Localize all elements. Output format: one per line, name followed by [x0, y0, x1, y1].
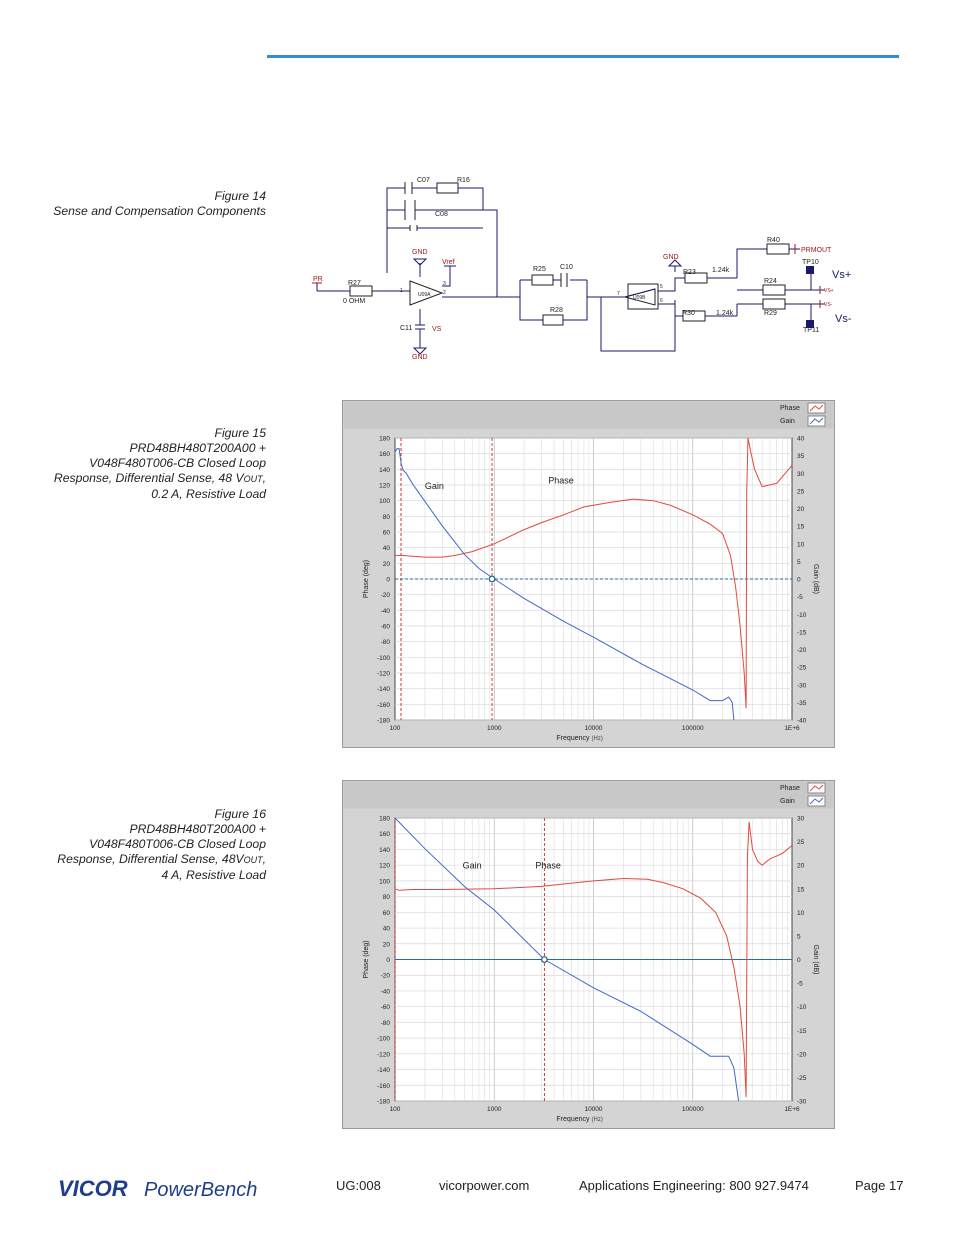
label-pin1: 1 — [400, 288, 403, 294]
y-left-tick-label: -120 — [376, 670, 390, 678]
legend-label-gain: Gain — [780, 418, 795, 425]
y-right-tick-label: -10 — [797, 1004, 807, 1012]
y-right-tick-label: 20 — [797, 862, 805, 870]
label-pin3: 3 — [443, 281, 446, 287]
figure15-label: Figure 15 — [214, 426, 266, 440]
x-axis-unit: (Hz) — [591, 736, 603, 742]
y-right-tick-label: 30 — [797, 815, 805, 823]
legend-label-phase: Phase — [780, 785, 800, 792]
label-r23-value: 1.24k — [712, 267, 730, 274]
label-r29: R29 — [764, 310, 777, 317]
y-right-tick-label: 10 — [797, 909, 805, 917]
y-left-tick-label: 160 — [379, 831, 390, 839]
label-u09b: U09B — [633, 295, 646, 301]
y-right-tick-label: 0 — [797, 576, 801, 584]
y-left-tick-label: 100 — [379, 498, 390, 506]
label-r40: R40 — [767, 237, 780, 244]
footer-doc-id: UG:008 — [336, 1178, 381, 1193]
y-right-tick-label: 5 — [797, 933, 801, 941]
y-left-tick-label: -140 — [376, 1067, 390, 1075]
y-right-tick-label: -30 — [797, 1098, 807, 1106]
y-left-tick-label: -80 — [380, 639, 390, 647]
y-left-tick-label: 60 — [382, 529, 390, 537]
y-left-tick-label: 180 — [379, 435, 390, 443]
y-right-tick-label: -20 — [797, 647, 807, 654]
legend-label-phase: Phase — [780, 405, 800, 412]
label-c10: C10 — [560, 264, 573, 271]
footer-applications: Applications Engineering: 800 927.9474 — [579, 1178, 809, 1193]
figure15-line3-suffix: , — [262, 471, 266, 485]
legend-swatch-box — [808, 796, 825, 806]
y-left-tick-label: 100 — [379, 878, 390, 886]
y-right-tick-label: 40 — [797, 435, 805, 443]
label-gnd-top: GND — [412, 249, 428, 256]
label-c07: C07 — [417, 177, 430, 184]
logo-script: PowerBench — [144, 1179, 258, 1201]
annotation-phase: Phase — [548, 475, 574, 486]
y-right-tick-label: -15 — [797, 629, 807, 637]
figure14-caption — [40, 189, 266, 219]
logo-word: VICOR — [58, 1176, 128, 1201]
y-left-tick-label: -100 — [376, 654, 390, 662]
label-vs: VS — [432, 326, 442, 333]
label-r30: R30 — [682, 310, 695, 317]
y-right-tick-label: -40 — [797, 717, 807, 725]
y-right-tick-label: 25 — [797, 839, 805, 847]
label-r27: R27 — [348, 280, 361, 287]
figure14-label: Figure 14 — [214, 189, 266, 203]
annotation-gain: Gain — [424, 480, 444, 491]
x-tick-label: 100000 — [681, 1106, 704, 1113]
y-left-tick-label: 20 — [382, 560, 390, 568]
annotation-gain: Gain — [462, 860, 482, 871]
x-tick-label: 1000 — [487, 725, 502, 732]
y-left-tick-label: 20 — [382, 941, 390, 949]
figure16-line4: 4 A, Resistive Load — [161, 868, 266, 882]
crossover-marker — [489, 576, 495, 582]
y-right-axis-label: Gain (dB) — [812, 944, 819, 975]
header-rule — [267, 55, 899, 58]
label-tp10: TP10 — [802, 259, 819, 266]
y-left-tick-label: 120 — [379, 482, 390, 490]
y-right-tick-label: -5 — [797, 980, 803, 988]
label-c11: C11 — [400, 325, 413, 332]
figure15-plot — [342, 400, 835, 748]
figure15-line2: V048F480T006-CB Closed Loop — [89, 456, 266, 470]
figure15-caption — [40, 426, 266, 502]
label-vs-minus: Vs- — [835, 313, 852, 325]
y-right-tick-label: 25 — [797, 488, 805, 496]
figure14-title: Sense and Compensation Components — [53, 204, 266, 218]
figure16-line1: PRD48BH480T200A00 + — [129, 822, 266, 836]
x-axis-label: Frequency — [556, 735, 590, 742]
y-right-axis-label: Gain (dB) — [812, 564, 819, 594]
figure15-line3-text: Response, Differential Sense, 48 V — [53, 471, 244, 485]
tp10-marker — [806, 266, 814, 274]
legend-swatch-box — [808, 403, 825, 413]
label-pr: PR — [313, 276, 323, 283]
label-r24: R24 — [764, 278, 777, 285]
y-left-tick-label: 120 — [379, 862, 390, 870]
chart-titlebar — [344, 402, 834, 429]
crossover-marker — [542, 957, 548, 963]
label-pin2: 2 — [443, 290, 446, 296]
y-right-tick-label: -35 — [797, 699, 807, 707]
y-left-axis-label: Phase (deg) — [363, 559, 370, 599]
y-right-tick-label: 15 — [797, 523, 805, 531]
y-left-tick-label: -60 — [380, 623, 390, 631]
label-vs-plus: Vs+ — [832, 269, 852, 281]
label-vref: Vref — [442, 259, 455, 266]
x-axis-label: Frequency — [556, 1116, 590, 1123]
footer-website: vicorpower.com — [439, 1178, 530, 1193]
figure16-label: Figure 16 — [214, 807, 266, 821]
y-right-tick-label: 20 — [797, 506, 805, 513]
y-left-tick-label: 140 — [379, 846, 390, 854]
figure14-schematic — [305, 168, 865, 368]
label-u09a: U09A — [418, 292, 431, 298]
figure15-line1: PRD48BH480T200A00 + — [129, 441, 266, 455]
label-r25: R25 — [533, 266, 546, 273]
figure15-line3-sub: OUT — [243, 474, 263, 484]
chart-titlebar — [344, 782, 834, 809]
x-tick-label: 1E+6 — [784, 725, 800, 732]
figure16-plot — [342, 780, 835, 1129]
y-left-tick-label: -160 — [376, 1082, 390, 1090]
y-left-tick-label: -140 — [376, 686, 390, 694]
label-pin5: 5 — [660, 284, 663, 290]
legend-swatch-box — [808, 783, 825, 793]
figure16-line3-suffix: , — [262, 852, 266, 866]
y-left-tick-label: -20 — [380, 592, 390, 600]
label-gnd-right: GND — [663, 254, 679, 261]
y-right-tick-label: 15 — [797, 886, 805, 894]
y-right-tick-label: -25 — [797, 1074, 807, 1082]
y-left-tick-label: 80 — [382, 894, 390, 902]
y-right-tick-label: 5 — [797, 558, 801, 566]
footer-page: Page 17 — [855, 1178, 904, 1193]
y-left-tick-label: 60 — [382, 909, 390, 917]
y-left-tick-label: 0 — [386, 957, 390, 964]
label-vs-plus-small: VS+ — [824, 288, 834, 294]
figure16-line3-text: Response, Differential Sense, 48V — [57, 852, 244, 866]
y-right-tick-label: -15 — [797, 1027, 807, 1035]
x-tick-label: 10000 — [584, 1106, 603, 1113]
x-tick-label: 10000 — [584, 725, 603, 732]
label-pin6: 6 — [660, 298, 663, 304]
y-left-tick-label: 180 — [379, 815, 390, 823]
y-left-axis-label: Phase (deg) — [363, 940, 370, 979]
annotation-phase: Phase — [535, 860, 561, 871]
y-left-tick-label: 0 — [386, 576, 390, 584]
vicor-powerbench-logo — [58, 1172, 268, 1202]
x-tick-label: 1000 — [487, 1106, 502, 1113]
y-left-tick-label: -180 — [376, 1098, 390, 1106]
label-r23: R23 — [683, 269, 696, 276]
figure16-line2: V048F480T006-CB Closed Loop — [89, 837, 266, 851]
y-left-tick-label: -100 — [376, 1035, 390, 1043]
legend-label-gain: Gain — [780, 798, 795, 805]
y-left-tick-label: -40 — [380, 988, 390, 996]
label-tp11: TP11 — [803, 327, 820, 334]
y-right-tick-label: 10 — [797, 541, 805, 549]
figure16-caption — [40, 807, 266, 883]
y-right-tick-label: -20 — [797, 1051, 807, 1059]
label-pin7: 7 — [617, 291, 620, 297]
figure16-line3 — [40, 852, 266, 868]
label-c08: C08 — [435, 211, 448, 218]
y-right-tick-label: -25 — [797, 664, 807, 672]
label-vs-minus-small: VS- — [824, 302, 833, 308]
x-tick-label: 100 — [389, 1106, 401, 1113]
y-right-tick-label: 30 — [797, 470, 805, 478]
label-gnd-bottom: GND — [412, 354, 428, 361]
y-left-tick-label: 40 — [382, 925, 390, 933]
y-right-tick-label: -5 — [797, 594, 803, 602]
y-left-tick-label: -80 — [380, 1019, 390, 1027]
y-left-tick-label: -180 — [376, 717, 390, 725]
label-r28: R28 — [550, 307, 563, 314]
y-right-tick-label: 0 — [797, 957, 801, 964]
figure15-line4: 0.2 A, Resistive Load — [151, 487, 266, 501]
y-left-tick-label: 140 — [379, 466, 390, 474]
label-prmout: PRMOUT — [801, 247, 832, 254]
legend-swatch-box — [808, 416, 825, 426]
y-right-tick-label: 35 — [797, 453, 805, 461]
y-right-tick-label: -10 — [797, 611, 807, 619]
y-left-tick-label: -60 — [380, 1004, 390, 1012]
y-left-tick-label: -20 — [380, 972, 390, 980]
y-left-tick-label: -40 — [380, 607, 390, 615]
figure16-line3-sub: OUT — [243, 855, 263, 865]
y-left-tick-label: -160 — [376, 701, 390, 709]
label-r27-value: 0 OHM — [343, 298, 366, 305]
label-r30-value: 1.24k — [716, 310, 734, 317]
x-tick-label: 100 — [389, 725, 401, 732]
y-left-tick-label: 40 — [382, 545, 390, 553]
y-left-tick-label: 80 — [382, 513, 390, 521]
y-right-tick-label: -30 — [797, 682, 807, 690]
x-tick-label: 100000 — [681, 725, 704, 732]
y-left-tick-label: -120 — [376, 1051, 390, 1059]
y-left-tick-label: 160 — [379, 451, 390, 459]
x-axis-unit: (Hz) — [591, 1117, 603, 1123]
x-tick-label: 1E+6 — [784, 1106, 800, 1113]
label-r16: R16 — [457, 177, 470, 184]
figure15-line3 — [40, 471, 266, 487]
